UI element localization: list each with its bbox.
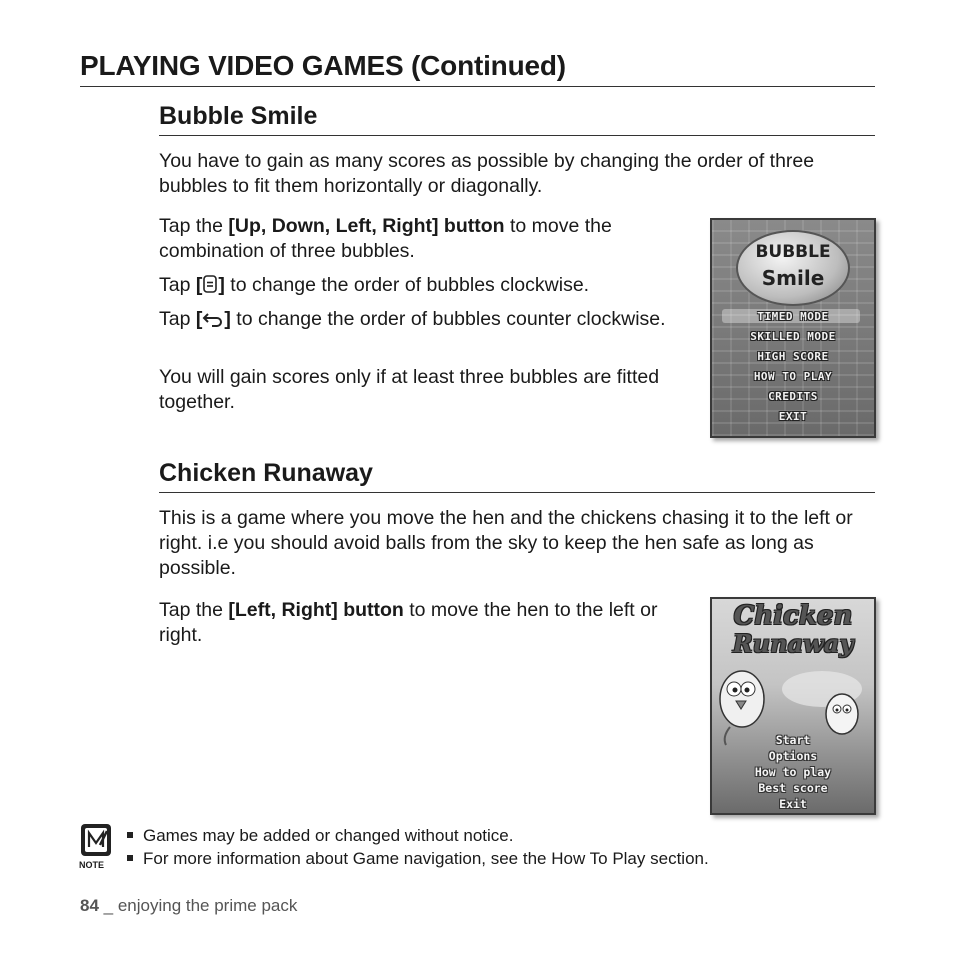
note-text: For more information about Game navigation, see the How To Play section. <box>143 849 709 868</box>
chicken-runaway-screenshot <box>710 597 876 815</box>
menu-item-options: Options <box>768 749 818 763</box>
bubble-smile-divider <box>159 135 875 136</box>
bubble-smile-logo <box>736 230 850 306</box>
note-item <box>127 826 513 846</box>
note-label: NOTE <box>79 860 105 870</box>
text-fragment: Tap the <box>159 599 229 621</box>
button-reference: [Up, Down, Left, Right] button <box>228 215 505 237</box>
menu-item-credits: CREDITS <box>768 390 818 403</box>
text-fragment: Tap <box>159 274 196 296</box>
text-fragment: to change the order of bubbles counter clockwise. <box>230 308 666 330</box>
menu-item-high-score: HIGH SCORE <box>757 350 829 363</box>
menu-item-how-to-play: HOW TO PLAY <box>753 370 833 383</box>
note-text: Games may be added or changed without notice. <box>143 826 514 845</box>
page-number: 84 <box>80 896 99 915</box>
bracket-open: [ <box>195 274 203 296</box>
menu-item-start: Start <box>775 733 811 747</box>
text-fragment: Tap the <box>159 215 229 237</box>
menu-item-exit: EXIT <box>778 410 808 423</box>
bubble-smile-counterclockwise-instruction <box>159 307 694 334</box>
bullet-icon <box>127 832 133 838</box>
logo-line-2: Smile <box>761 266 825 290</box>
menu-item-how-to-play: How to play <box>754 765 832 779</box>
text-fragment: to move the hen to the left or right. <box>159 599 658 646</box>
bubble-smile-clockwise-instruction <box>159 273 694 300</box>
button-reference: [Left, Right] button <box>228 599 404 621</box>
menu-item-timed-mode: TIMED MODE <box>757 310 829 323</box>
back-arrow-icon <box>202 309 224 334</box>
text-fragment: Tap <box>159 308 196 330</box>
page-title: PLAYING VIDEO GAMES (Continued) <box>80 50 566 81</box>
bubble-smile-scoring-note: You will gain scores only if at least three bubbles are fitted together. <box>159 366 660 413</box>
title-divider <box>80 86 875 87</box>
bullet-icon <box>127 855 133 861</box>
menu-button-icon <box>202 275 218 300</box>
chicken-title-line-1: Chicken <box>733 601 853 631</box>
bracket-open: [ <box>195 308 203 330</box>
bracket-close: ] <box>218 274 225 296</box>
page-footer <box>80 896 297 916</box>
text-fragment: to move the combination of three bubbles. <box>159 215 612 262</box>
chicken-runaway-intro: This is a game where you move the hen and the chickens chasing it to the left or right. i.e you should avoid balls from the sky to keep the hen safe as long as possible. <box>159 507 853 579</box>
menu-item-exit: Exit <box>779 797 807 811</box>
bubble-smile-screenshot <box>710 218 876 438</box>
text-fragment: to change the order of bubbles clockwise. <box>224 274 590 296</box>
logo-line-1: BUBBLE <box>755 242 831 262</box>
bracket-close: ] <box>224 308 231 330</box>
note-icon <box>80 823 112 862</box>
menu-item-skilled-mode: SKILLED MODE <box>750 330 836 343</box>
chicken-runaway-divider <box>159 492 875 493</box>
menu-item-best-score: Best score <box>758 781 828 795</box>
bubble-smile-heading: Bubble Smile <box>159 102 318 130</box>
footer-text: _ enjoying the prime pack <box>98 896 298 915</box>
chicken-runaway-move-instruction <box>159 598 684 648</box>
bubble-smile-move-instruction <box>159 214 694 264</box>
chicken-title-line-2: Runaway <box>732 629 854 658</box>
note-item <box>127 849 709 869</box>
chicken-runaway-heading: Chicken Runaway <box>159 459 373 487</box>
bubble-smile-intro: You have to gain as many scores as possible by changing the order of three bubbles to fit them horizontally or diagonally. <box>159 150 815 197</box>
